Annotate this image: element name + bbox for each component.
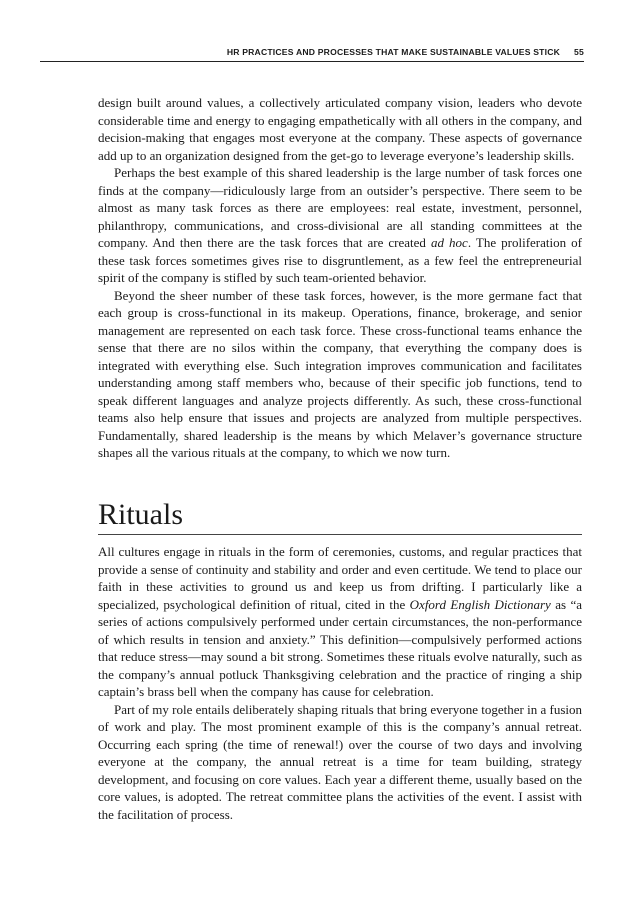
paragraph-text: as “a series of actions compulsively performed under certain circumstances, the non-performance of which results in tension and anxiety.” This definition—compulsively performed actions that reduce stress—may sound a bit strong. Sometimes these rituals evolve naturally, such as the company’s annual potluck Thanksgiving celebration and the practice of ringing a ship captain’s brass bell when the company has cause for celebration. (98, 596, 582, 699)
section-heading: Rituals (98, 498, 582, 535)
italic-phrase: Oxford English Dictionary (409, 596, 551, 612)
running-head-title: HR PRACTICES AND PROCESSES THAT MAKE SUSTAINABLE VALUES STICK (226, 47, 561, 57)
paragraph: design built around values, a collectively articulated company vision, leaders who devote considerable time and energy to engaging empathetically with all others in the company, and decision-making that engages most everyone at the company. These aspects of governance add up to an organization designed from the get-go to leverage everyone’s leadership skills. (98, 95, 582, 163)
paragraph: Part of my role entails deliberately shaping rituals that bring everyone together in a fusion of work and play. The most prominent example of this is the company’s annual retreat. Occurring each spring (the time of renewal!) over the course of two days and involving everyone at the company, the annual retreat is a time for team building, strategy development, and focusing on core values. Each year a different theme, usually based on the core values, is adopted. The retreat committee plans the activities of the event. I assist with the facilitation of process. (98, 701, 582, 822)
paragraph-text: Perhaps the best example of this shared leadership is the large number of task forces one finds at the company—ridiculously large from an outsider’s perspective. There seem to be almost as many task forces as there are employees: real estate, investment, personnel, philanthropy, communications, and cross-divisional are all standing committees at the company. And then there are the task forces that are created (98, 165, 582, 250)
running-head (40, 47, 584, 62)
paragraph (98, 164, 582, 287)
italic-phrase: ad hoc (430, 235, 468, 250)
body-text-bottom (98, 543, 582, 823)
paragraph: Beyond the sheer number of these task forces, however, is the more germane fact that each group is cross-functional in its makeup. Operations, finance, brokerage, and senior management are represented on each task force. These cross-functional teams enhance the sense that there are no silos within the company, that everything the company does is integrated with everything else. Such integration improves communication and facilitates understanding among staff members who, because of their specific job functions, tend to speak different languages and analyze projects differently. As such, these cross-functional teams also help ensure that issues and projects are analyzed from multiple perspectives. Fundamentally, shared leadership is the means by which Melaver’s governance structure shapes all the various rituals at the company, to which we now turn. (98, 287, 582, 460)
page-number: 55 (574, 47, 584, 57)
body-text-top (98, 94, 582, 462)
paragraph-text: All cultures engage in rituals in the form of ceremonies, customs, and regular practices that provide a sense of continuity and stability and order and even certitude. We tend to place our faith in these activities to ground us and keep us from drifting. I particularly like a specialized, psychological definition of ritual, cited in the (98, 544, 582, 612)
paragraph-text: . The proliferation of these task forces sometimes gives rise to disgruntlement, as a few feel the entrepreneurial spirit of the company is stifled by such team-oriented behavior. (98, 235, 582, 285)
paragraph (98, 543, 582, 701)
